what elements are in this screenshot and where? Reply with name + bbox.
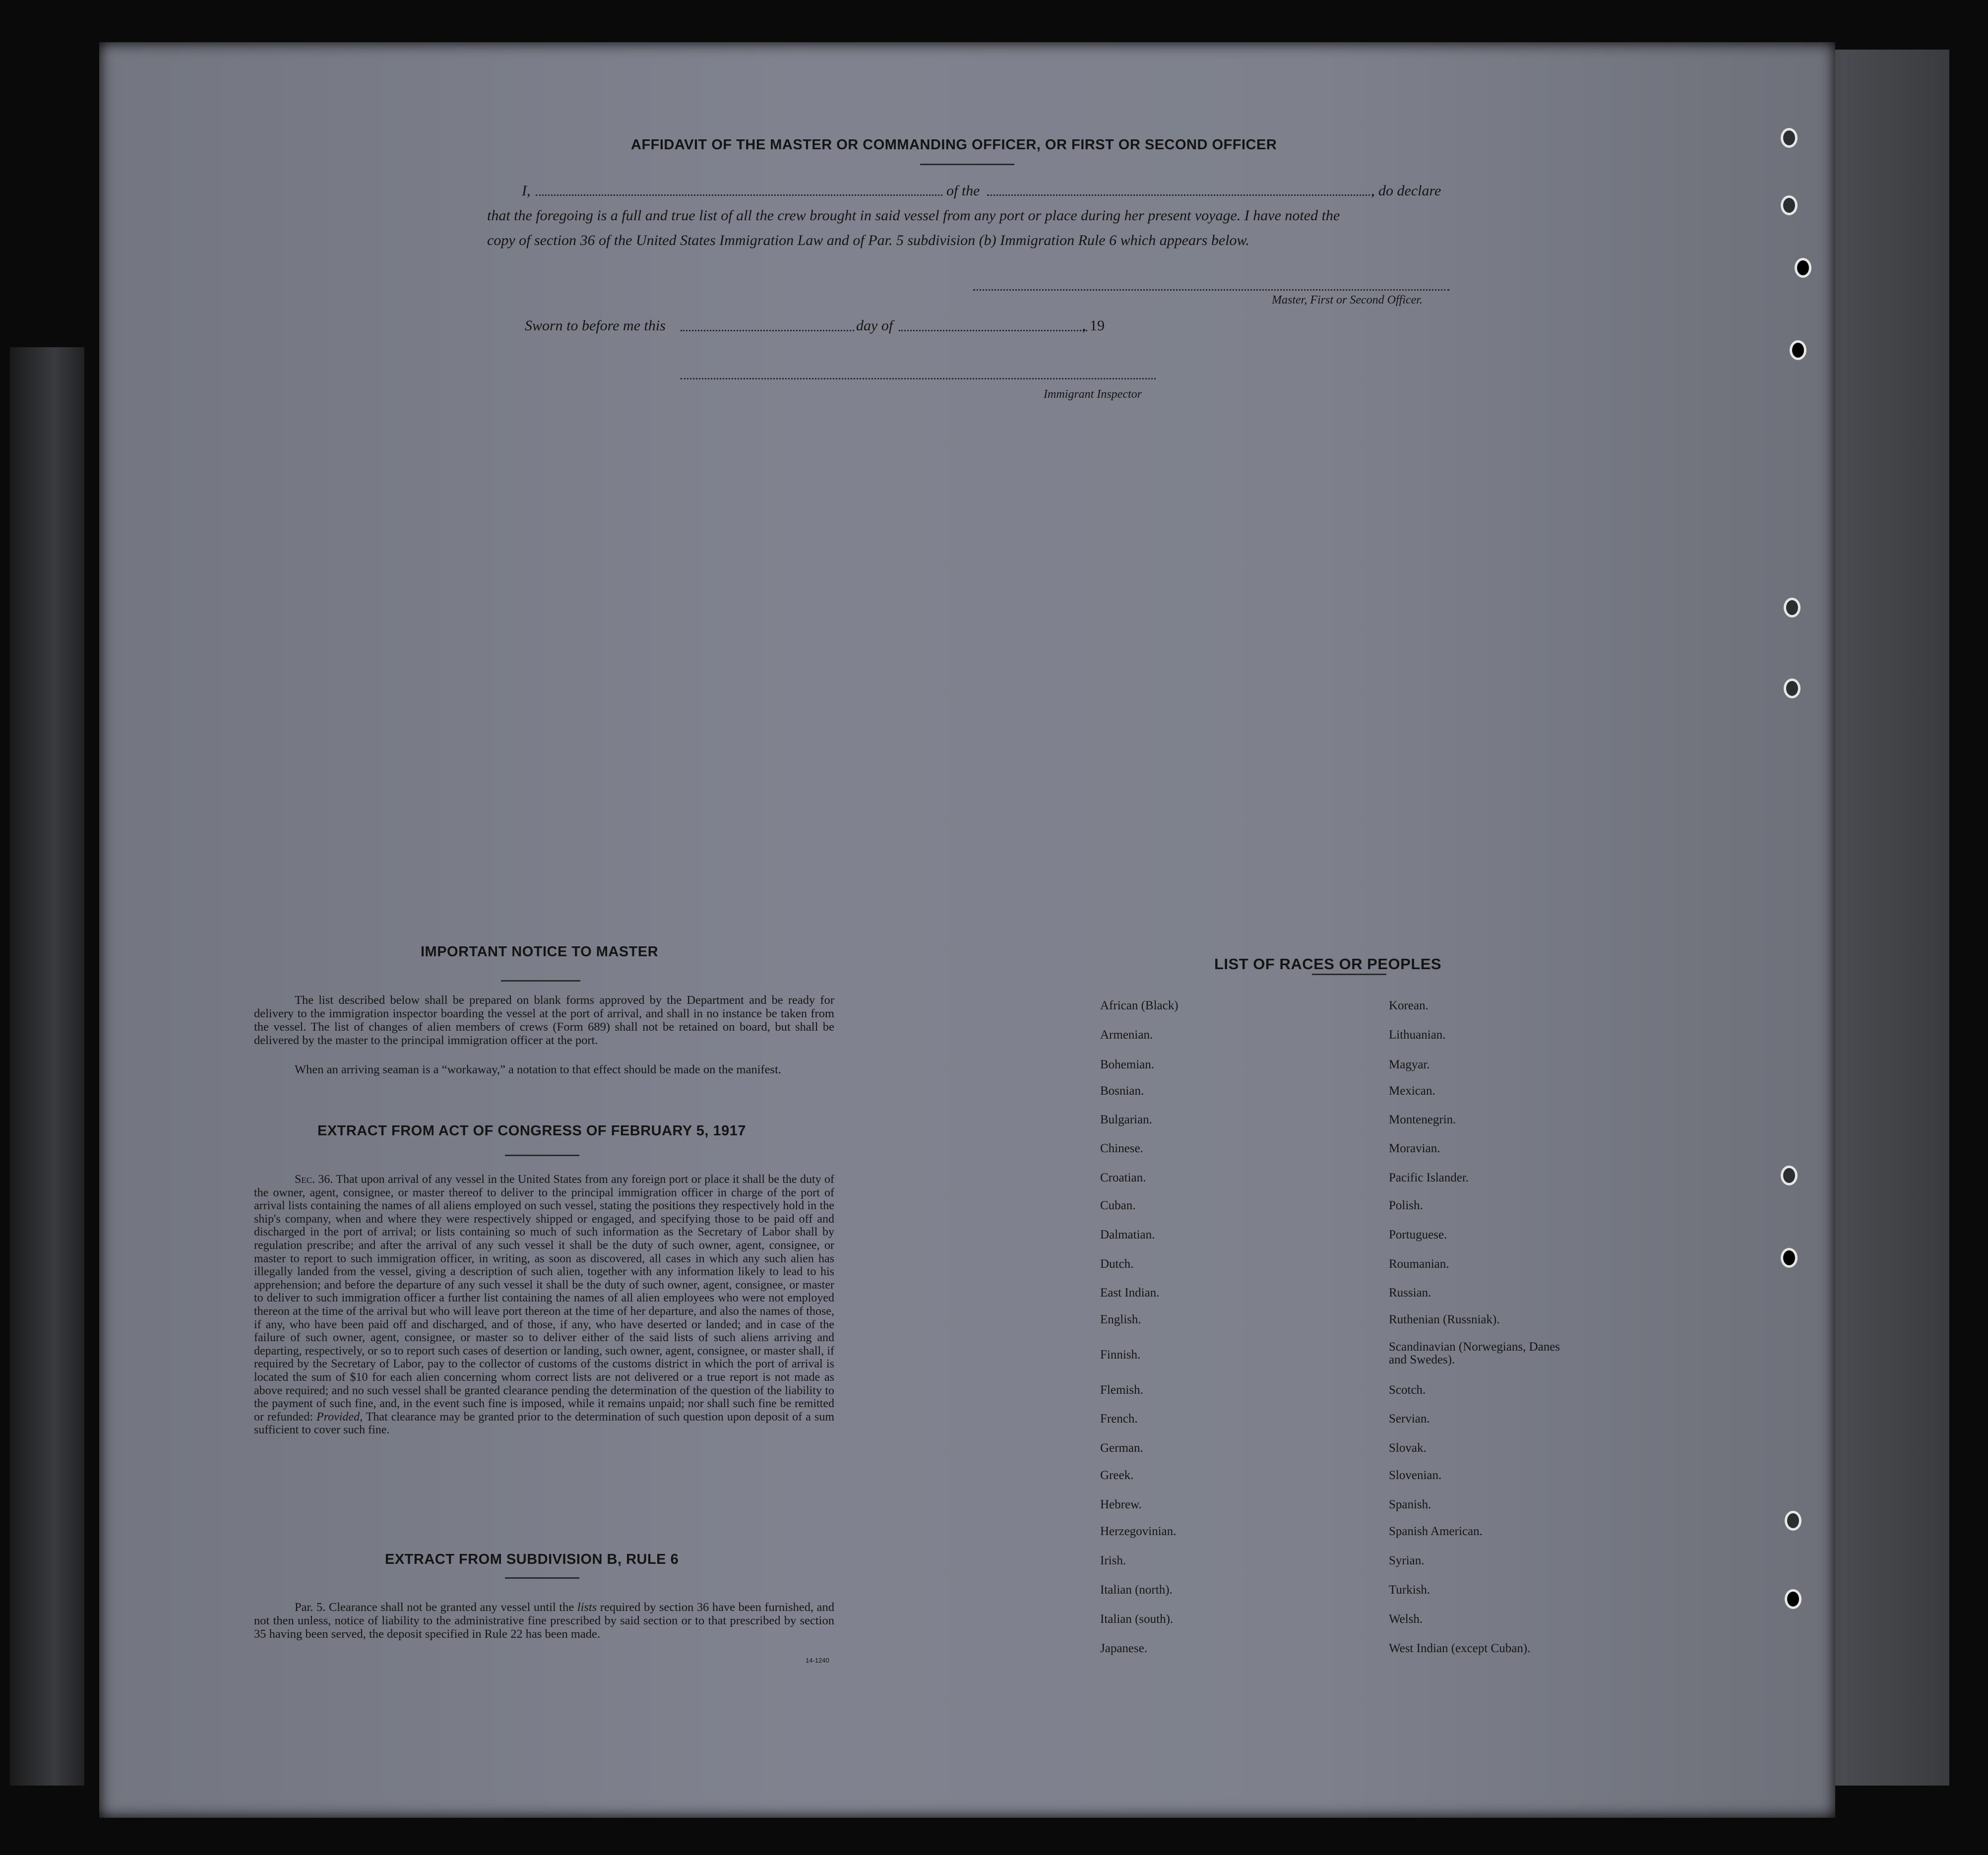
- act-paragraph: Sec. 36. That upon arrival of any vessel in the United States from any foreign port or place it shall be the duty of the owner, agent, consignee, or master thereof to deliver to the principal immigration officer in charge of the port of arrival lists containing the names of all aliens employed on such vessel, stating the positions they respectively hold in the ship's company, when and where they were respectively shipped or engaged, and specifying those to be paid off and discharged in the port of arrival; or lists containing so much of such information as the Secretary of Labor shall by regulation prescribe; and after the arrival of any such vessel it shall be the duty of such owner, agent, consignee, or master to report to such immigration officer, in writing, as soon as discovered, all cases in which any such alien has illegally landed from the vessel, giving a description of such alien, together with any information likely to lead to his apprehension; and before the departure of any such vessel it shall be the duty of such owner, agent, consignee, or master to deliver to such immigration officer a further list containing the names of all alien employees who were not employed thereon at the time of the arrival but who will leave port thereon at the time of her departure, and also the names of those, if any, who have been paid off and discharged, and of those, if any, who have deserted or landed; and in case of the failure of such owner, agent, consignee, or master so to deliver either of the said lists of such aliens arriving and departing, respectively, or so to report such cases of desertion or landing, such owner, agent, consignee, or master shall, if required by the Secretary of Labor, pay to the collector of customs of the customs district in which the port of arrival is located the sum of $10 for each alien concerning whom correct lists are not delivered or a true report is not made as above required; and no such vessel shall be granted clearance pending the determination of the question of the liability to the payment of such fine, and, in the event such fine is imposed, while it remains unpaid; nor shall such fine be remitted or refunded: Provided, That clearance may be granted prior to the determination of such question upon deposit of a sum sufficient to cover such fine.: [254, 1173, 835, 1437]
- race-item: Polish.: [1389, 1199, 1423, 1212]
- race-item: Pacific Islander.: [1389, 1171, 1469, 1184]
- race-item: Lithuanian.: [1389, 1028, 1446, 1042]
- punch-hole-icon: [1784, 679, 1801, 698]
- name-blank[interactable]: [536, 194, 942, 196]
- inspector-label: Immigrant Inspector: [1044, 388, 1142, 401]
- race-item: Scandinavian (Norwegians, Danes and Swedes).: [1389, 1340, 1560, 1366]
- notice-heading: IMPORTANT NOTICE TO MASTER: [421, 944, 659, 960]
- affidavit-line-declare: , do declare: [1371, 183, 1441, 199]
- affidavit-line-3: copy of section 36 of the United States Immigration Law and of Par. 5 subdivision (b) Immigration Rule 6 which appears below.: [487, 232, 1249, 248]
- heading-divider: [920, 164, 1014, 165]
- race-item: Dalmatian.: [1100, 1228, 1155, 1241]
- race-item: Croatian.: [1100, 1171, 1146, 1184]
- sworn-day-of: day of: [856, 317, 893, 334]
- punch-hole-icon: [1781, 1166, 1798, 1185]
- race-item: Ruthenian (Russniak).: [1389, 1313, 1500, 1326]
- punch-hole-icon: [1785, 1589, 1802, 1609]
- notice-paragraph-2: When an arriving seaman is a “workaway,” a notation to that effect should be made on the manifest.: [295, 1063, 782, 1076]
- race-item: Finnish.: [1100, 1348, 1141, 1361]
- race-item: Hebrew.: [1100, 1498, 1142, 1511]
- race-item: Servian.: [1389, 1412, 1430, 1425]
- sec-label: Sec. 36.: [295, 1173, 333, 1186]
- act-heading: EXTRACT FROM ACT OF CONGRESS OF FEBRUARY 5, 1917: [317, 1123, 746, 1139]
- punch-hole-icon: [1784, 598, 1801, 618]
- race-item: Scotch.: [1389, 1383, 1426, 1397]
- master-signature-blank[interactable]: [973, 289, 1449, 291]
- affidavit-line-2: that the foregoing is a full and true list of all the crew brought in said vessel from any port or place during her present voyage. I have noted the: [487, 207, 1340, 224]
- rule-heading: EXTRACT FROM SUBDIVISION B, RULE 6: [385, 1551, 679, 1567]
- race-item: Japanese.: [1100, 1642, 1148, 1655]
- affidavit-line-of-the: of the: [946, 183, 980, 199]
- races-heading: LIST OF RACES OR PEOPLES: [1214, 955, 1442, 973]
- race-item: Bosnian.: [1100, 1084, 1144, 1098]
- race-item: Bohemian.: [1100, 1058, 1155, 1071]
- heading-divider: [1312, 974, 1386, 975]
- inspector-signature-blank[interactable]: [681, 378, 1156, 379]
- race-item: Portuguese.: [1389, 1228, 1447, 1241]
- race-item: Russian.: [1389, 1286, 1431, 1299]
- race-item: Cuban.: [1100, 1199, 1136, 1212]
- race-item: Montenegrin.: [1389, 1113, 1456, 1126]
- race-item: Flemish.: [1100, 1383, 1143, 1397]
- race-item: Magyar.: [1389, 1058, 1430, 1071]
- punch-hole-icon: [1781, 128, 1798, 148]
- race-item: Chinese.: [1100, 1142, 1143, 1155]
- heading-divider: [501, 980, 580, 982]
- race-item: Mexican.: [1389, 1084, 1435, 1098]
- left-binding-strip: [10, 347, 84, 1786]
- race-item: Greek.: [1100, 1469, 1134, 1482]
- affidavit-line-i: I,: [522, 183, 531, 199]
- race-item: German.: [1100, 1441, 1143, 1455]
- race-item: Moravian.: [1389, 1142, 1440, 1155]
- sworn-month-blank[interactable]: [899, 330, 1087, 331]
- race-item: Syrian.: [1389, 1554, 1425, 1567]
- race-item: Slovenian.: [1389, 1469, 1442, 1482]
- race-item: Roumanian.: [1389, 1257, 1449, 1271]
- race-item: East Indian.: [1100, 1286, 1160, 1299]
- punch-hole-icon: [1795, 258, 1811, 278]
- race-item: Italian (north).: [1100, 1583, 1173, 1597]
- vessel-blank[interactable]: [987, 194, 1374, 196]
- race-item: Spanish American.: [1389, 1525, 1483, 1538]
- race-item: French.: [1100, 1412, 1138, 1425]
- race-item: Korean.: [1389, 999, 1429, 1012]
- punch-hole-icon: [1785, 1511, 1802, 1531]
- race-item: Herzegovinian.: [1100, 1525, 1177, 1538]
- race-item: West Indian (except Cuban).: [1389, 1642, 1531, 1655]
- affidavit-heading: AFFIDAVIT OF THE MASTER OR COMMANDING OFFICER, OR FIRST OR SECOND OFFICER: [631, 137, 1277, 153]
- race-item: Armenian.: [1100, 1028, 1153, 1042]
- sworn-year: , 19: [1082, 317, 1105, 334]
- punch-hole-icon: [1790, 340, 1806, 360]
- sworn-prefix: Sworn to before me this: [525, 317, 666, 334]
- punch-hole-icon: [1781, 195, 1798, 215]
- sworn-day-blank[interactable]: [681, 330, 854, 331]
- race-item: Turkish.: [1389, 1583, 1430, 1597]
- manifest-page: [99, 42, 1835, 1818]
- race-item: Slovak.: [1389, 1441, 1427, 1455]
- race-item: Dutch.: [1100, 1257, 1134, 1271]
- rule-paragraph: Par. 5. Clearance shall not be granted any vessel until the lists required by section 36 have been furnished, and not then unless, notice of liability to the administrative fine prescribed by said section or to that prescribed by section 35 having been served, the deposit specified in Rule 22 has been made.: [254, 1601, 835, 1641]
- race-item: Bulgarian.: [1100, 1113, 1152, 1126]
- form-number: 14-1240: [806, 1657, 829, 1664]
- race-item: English.: [1100, 1313, 1141, 1326]
- notice-paragraph-1: The list described below shall be prepared on blank forms approved by the Department and be ready for delivery to the immigration inspector boarding the vessel at the port of arrival, and shall in no instance be taken from the vessel. The list of changes of alien members of crews (Form 689) shall not be retained on board, but shall be delivered by the master to the principal immigration officer at the port.: [254, 993, 834, 1047]
- race-item: Italian (south).: [1100, 1612, 1174, 1626]
- punch-hole-icon: [1781, 1248, 1798, 1268]
- master-label: Master, First or Second Officer.: [1272, 294, 1423, 307]
- race-item: Spanish.: [1389, 1498, 1431, 1511]
- race-item: Irish.: [1100, 1554, 1126, 1567]
- heading-divider: [505, 1577, 579, 1579]
- race-item: African (Black): [1100, 999, 1179, 1012]
- race-item: Welsh.: [1389, 1612, 1423, 1626]
- heading-divider: [505, 1155, 579, 1156]
